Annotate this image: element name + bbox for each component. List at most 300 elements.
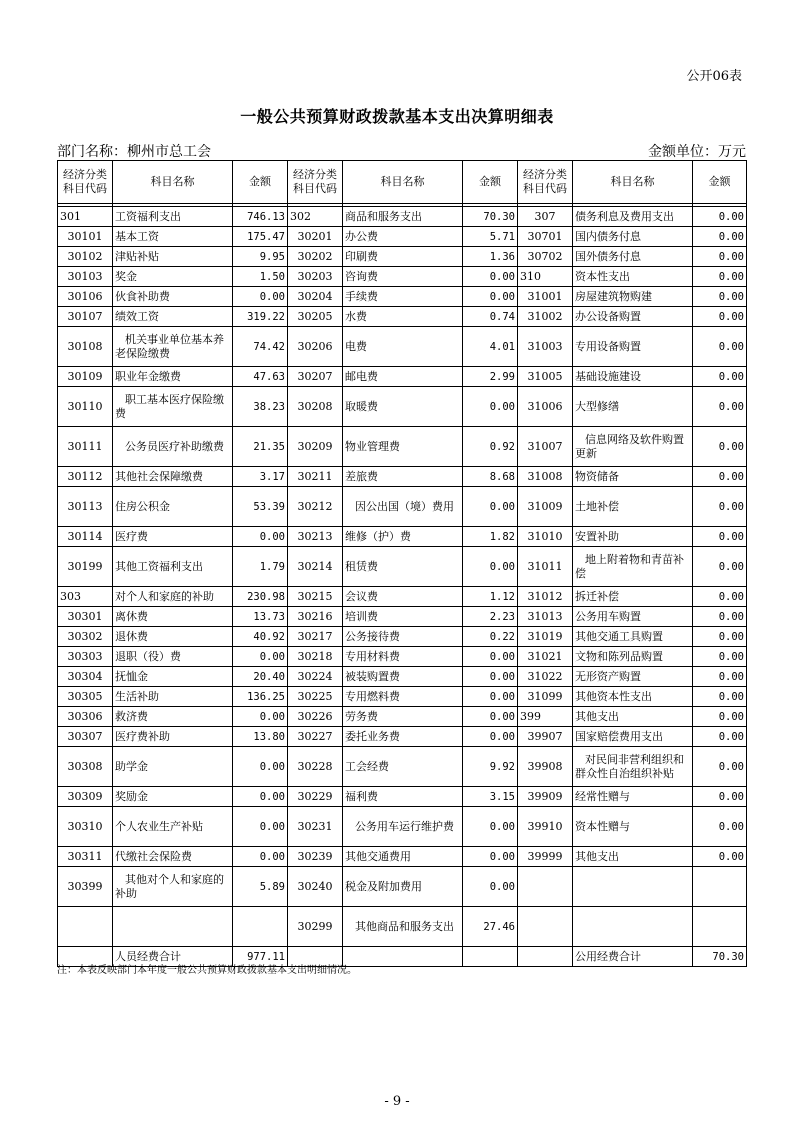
item-name-cell: 信息网络及软件购置更新 (573, 427, 693, 467)
item-amount-cell: 0.00 (233, 647, 288, 667)
table-row (58, 807, 747, 847)
item-code-cell: 30307 (58, 727, 113, 747)
item-code-cell: 31007 (518, 427, 573, 467)
item-amount-cell: 0.00 (463, 647, 518, 667)
item-amount-cell: 0.00 (693, 547, 747, 587)
item-code-cell: 30107 (58, 307, 113, 327)
table-row (58, 227, 747, 247)
form-number: 公开06表 (686, 69, 742, 84)
item-name-cell (113, 907, 233, 947)
item-code-cell (58, 907, 113, 947)
item-name-cell: 绩效工资 (113, 307, 233, 327)
amount-unit: 金额单位：万元 (648, 144, 746, 160)
item-name-cell: 对民间非营利组织和群众性自治组织补贴 (573, 747, 693, 787)
item-name-cell: 其他交通工具购置 (573, 627, 693, 647)
item-amount-cell: 0.00 (463, 847, 518, 867)
item-code-cell: 30101 (58, 227, 113, 247)
item-name-cell: 资本性赠与 (573, 807, 693, 847)
item-amount-cell: 0.00 (233, 847, 288, 867)
item-name-cell: 奖励金 (113, 787, 233, 807)
table-row (58, 287, 747, 307)
item-code-cell: 30228 (288, 747, 343, 787)
item-name-cell: 医疗费 (113, 527, 233, 547)
item-amount-cell: 0.00 (233, 527, 288, 547)
item-name-cell: 职业年金缴费 (113, 367, 233, 387)
item-code-cell: 30112 (58, 467, 113, 487)
item-amount-cell: 0.00 (693, 647, 747, 667)
item-amount-cell: 0.00 (463, 707, 518, 727)
item-name-cell: 离休费 (113, 607, 233, 627)
item-code-cell: 31002 (518, 307, 573, 327)
item-amount-cell: 3.15 (463, 787, 518, 807)
item-name-cell: 津贴补贴 (113, 247, 233, 267)
item-name-cell (573, 907, 693, 947)
item-code-cell: 31019 (518, 627, 573, 647)
item-amount-cell: 5.71 (463, 227, 518, 247)
table-row (58, 627, 747, 647)
item-amount-cell: 5.89 (233, 867, 288, 907)
item-amount-cell: 0.00 (693, 367, 747, 387)
item-code-cell: 30239 (288, 847, 343, 867)
item-code-cell: 30206 (288, 327, 343, 367)
item-code-cell: 31008 (518, 467, 573, 487)
page-number: - 9 - (384, 1094, 410, 1109)
item-name-cell: 办公设备购置 (573, 307, 693, 327)
item-code-cell: 30110 (58, 387, 113, 427)
item-amount-cell: 0.00 (693, 727, 747, 747)
item-name-cell: 地上附着物和青苗补偿 (573, 547, 693, 587)
table-row (58, 467, 747, 487)
item-code-cell: 30308 (58, 747, 113, 787)
item-code-cell: 30205 (288, 307, 343, 327)
item-name-cell: 邮电费 (343, 367, 463, 387)
item-amount-cell: 47.63 (233, 367, 288, 387)
item-code-cell: 31012 (518, 587, 573, 607)
item-amount-cell: 0.00 (693, 627, 747, 647)
table-header-row (58, 161, 747, 204)
table-row (58, 907, 747, 947)
item-code-cell: 30215 (288, 587, 343, 607)
header-code: 经济分类科目代码 (518, 161, 573, 204)
item-amount-cell: 0.00 (693, 267, 747, 287)
item-amount-cell: 0.92 (463, 427, 518, 467)
page-title: 一般公共预算财政拨款基本支出决算明细表 (240, 107, 554, 126)
item-code-cell: 31099 (518, 687, 573, 707)
item-amount-cell: 20.40 (233, 667, 288, 687)
item-amount-cell: 0.00 (693, 587, 747, 607)
item-amount-cell: 1.79 (233, 547, 288, 587)
personnel-total-label: 人员经费合计 (113, 947, 233, 967)
item-code-cell: 30302 (58, 627, 113, 647)
item-amount-cell: 0.00 (233, 707, 288, 727)
item-amount-cell: 0.00 (463, 667, 518, 687)
item-code-cell: 30229 (288, 787, 343, 807)
table-row (58, 747, 747, 787)
header-name: 科目名称 (343, 161, 463, 204)
table-row (58, 427, 747, 467)
item-name-cell: 经常性赠与 (573, 787, 693, 807)
public-total-label: 公用经费合计 (573, 947, 693, 967)
item-amount-cell: 0.00 (463, 687, 518, 707)
item-amount-cell: 70.30 (463, 207, 518, 227)
item-code-cell: 30226 (288, 707, 343, 727)
item-name-cell: 工会经费 (343, 747, 463, 787)
item-amount-cell: 9.92 (463, 747, 518, 787)
item-code-cell: 30310 (58, 807, 113, 847)
item-code-cell: 30304 (58, 667, 113, 687)
item-code-cell: 30309 (58, 787, 113, 807)
item-name-cell: 基本工资 (113, 227, 233, 247)
item-name-cell: 医疗费补助 (113, 727, 233, 747)
item-code-cell: 31003 (518, 327, 573, 367)
item-amount-cell: 0.00 (693, 427, 747, 467)
expenditure-detail-table (57, 160, 747, 967)
item-code-cell: 30113 (58, 487, 113, 527)
table-row (58, 707, 747, 727)
table-row (58, 527, 747, 547)
table-row (58, 647, 747, 667)
item-amount-cell: 0.00 (693, 787, 747, 807)
item-name-cell: 专用材料费 (343, 647, 463, 667)
item-name-cell: 国家赔偿费用支出 (573, 727, 693, 747)
item-code-cell: 30109 (58, 367, 113, 387)
item-amount-cell: 0.00 (463, 387, 518, 427)
table-row (58, 687, 747, 707)
item-name-cell: 办公费 (343, 227, 463, 247)
item-code-cell: 303 (58, 587, 113, 607)
item-name-cell: 资本性支出 (573, 267, 693, 287)
item-amount-cell: 53.39 (233, 487, 288, 527)
item-code-cell: 30214 (288, 547, 343, 587)
item-code-cell: 30399 (58, 867, 113, 907)
item-name-cell: 拆迁补偿 (573, 587, 693, 607)
item-name-cell: 公务接待费 (343, 627, 463, 647)
item-name-cell: 印刷费 (343, 247, 463, 267)
item-name-cell: 因公出国（境）费用 (343, 487, 463, 527)
item-amount-cell: 0.00 (463, 727, 518, 747)
item-name-cell: 伙食补助费 (113, 287, 233, 307)
item-name-cell: 物业管理费 (343, 427, 463, 467)
item-amount-cell: 1.36 (463, 247, 518, 267)
item-name-cell: 手续费 (343, 287, 463, 307)
header-code: 经济分类科目代码 (58, 161, 113, 204)
item-amount-cell: 0.00 (693, 847, 747, 867)
item-amount-cell: 0.00 (233, 287, 288, 307)
item-code-cell: 30216 (288, 607, 343, 627)
item-amount-cell: 2.99 (463, 367, 518, 387)
item-name-cell: 对个人和家庭的补助 (113, 587, 233, 607)
item-name-cell: 房屋建筑物购建 (573, 287, 693, 307)
item-amount-cell: 0.74 (463, 307, 518, 327)
item-code-cell: 399 (518, 707, 573, 727)
item-code-cell: 30208 (288, 387, 343, 427)
item-name-cell: 基础设施建设 (573, 367, 693, 387)
item-code-cell: 31006 (518, 387, 573, 427)
item-name-cell: 机关事业单位基本养老保险缴费 (113, 327, 233, 367)
item-name-cell: 其他资本性支出 (573, 687, 693, 707)
item-code-cell: 30217 (288, 627, 343, 647)
item-amount-cell: 13.73 (233, 607, 288, 627)
department-name: 部门名称：柳州市总工会 (57, 144, 211, 160)
item-code-cell: 30231 (288, 807, 343, 847)
item-code-cell: 31021 (518, 647, 573, 667)
item-code-cell: 30701 (518, 227, 573, 247)
table-row (58, 727, 747, 747)
item-code-cell: 30240 (288, 867, 343, 907)
item-name-cell: 其他支出 (573, 707, 693, 727)
table-row (58, 667, 747, 687)
item-amount-cell: 0.00 (463, 287, 518, 307)
item-name-cell: 商品和服务支出 (343, 207, 463, 227)
item-code-cell: 30305 (58, 687, 113, 707)
item-name-cell: 维修（护）费 (343, 527, 463, 547)
item-code-cell: 30213 (288, 527, 343, 547)
item-amount-cell: 4.01 (463, 327, 518, 367)
item-code-cell (518, 907, 573, 947)
item-code-cell: 39909 (518, 787, 573, 807)
table-row (58, 587, 747, 607)
item-amount-cell: 0.00 (693, 487, 747, 527)
table-row (58, 387, 747, 427)
item-amount-cell: 1.50 (233, 267, 288, 287)
item-code-cell: 31022 (518, 667, 573, 687)
item-code-cell: 31011 (518, 547, 573, 587)
item-code-cell: 30702 (518, 247, 573, 267)
item-code-cell: 39910 (518, 807, 573, 847)
item-name-cell: 抚恤金 (113, 667, 233, 687)
item-code-cell: 31001 (518, 287, 573, 307)
table-row (58, 267, 747, 287)
item-name-cell: 文物和陈列品购置 (573, 647, 693, 667)
header-amount: 金额 (233, 161, 288, 204)
item-code-cell: 31010 (518, 527, 573, 547)
item-name-cell: 公务用车运行维护费 (343, 807, 463, 847)
item-name-cell: 被装购置费 (343, 667, 463, 687)
item-code-cell (518, 867, 573, 907)
item-amount-cell: 0.00 (693, 527, 747, 547)
public-total-value: 70.30 (693, 947, 747, 967)
table-row (58, 847, 747, 867)
item-code-cell: 30199 (58, 547, 113, 587)
table-row (58, 327, 747, 367)
item-code-cell: 39908 (518, 747, 573, 787)
item-amount-cell: 230.98 (233, 587, 288, 607)
item-name-cell: 大型修缮 (573, 387, 693, 427)
item-name-cell: 水费 (343, 307, 463, 327)
item-amount-cell (233, 907, 288, 947)
item-amount-cell: 746.13 (233, 207, 288, 227)
table-row (58, 487, 747, 527)
item-code-cell: 30202 (288, 247, 343, 267)
item-name-cell: 国内债务付息 (573, 227, 693, 247)
item-code-cell: 30207 (288, 367, 343, 387)
item-name-cell: 退休费 (113, 627, 233, 647)
item-code-cell: 31013 (518, 607, 573, 627)
item-amount-cell: 136.25 (233, 687, 288, 707)
item-name-cell: 其他社会保障缴费 (113, 467, 233, 487)
item-name-cell: 取暖费 (343, 387, 463, 427)
item-name-cell: 无形资产购置 (573, 667, 693, 687)
item-name-cell: 福利费 (343, 787, 463, 807)
header-name: 科目名称 (113, 161, 233, 204)
item-amount-cell: 1.82 (463, 527, 518, 547)
item-code-cell: 30203 (288, 267, 343, 287)
table-body (58, 207, 747, 947)
item-name-cell: 其他对个人和家庭的补助 (113, 867, 233, 907)
item-code-cell: 30306 (58, 707, 113, 727)
item-name-cell: 电费 (343, 327, 463, 367)
item-amount-cell: 175.47 (233, 227, 288, 247)
table-row (58, 787, 747, 807)
item-amount-cell: 74.42 (233, 327, 288, 367)
item-code-cell: 302 (288, 207, 343, 227)
item-amount-cell: 0.00 (233, 787, 288, 807)
item-name-cell: 差旅费 (343, 467, 463, 487)
item-name-cell: 代缴社会保险费 (113, 847, 233, 867)
item-code-cell: 30225 (288, 687, 343, 707)
item-name-cell: 职工基本医疗保险缴费 (113, 387, 233, 427)
item-name-cell: 国外债务付息 (573, 247, 693, 267)
item-code-cell: 30227 (288, 727, 343, 747)
item-code-cell: 30204 (288, 287, 343, 307)
item-amount-cell: 0.00 (693, 307, 747, 327)
item-name-cell: 委托业务费 (343, 727, 463, 747)
item-name-cell: 助学金 (113, 747, 233, 787)
item-code-cell: 30111 (58, 427, 113, 467)
item-name-cell: 奖金 (113, 267, 233, 287)
item-amount-cell: 0.22 (463, 627, 518, 647)
table-row (58, 247, 747, 267)
item-name-cell: 工资福利支出 (113, 207, 233, 227)
item-amount-cell: 0.00 (693, 747, 747, 787)
item-name-cell: 安置补助 (573, 527, 693, 547)
item-name-cell: 公务员医疗补助缴费 (113, 427, 233, 467)
item-amount-cell: 0.00 (233, 807, 288, 847)
item-amount-cell: 3.17 (233, 467, 288, 487)
item-amount-cell: 0.00 (463, 867, 518, 907)
item-code-cell: 30108 (58, 327, 113, 367)
item-code-cell: 30303 (58, 647, 113, 667)
item-amount-cell: 0.00 (693, 687, 747, 707)
item-code-cell: 30299 (288, 907, 343, 947)
item-name-cell: 其他工资福利支出 (113, 547, 233, 587)
item-name-cell: 其他商品和服务支出 (343, 907, 463, 947)
table-row (58, 547, 747, 587)
item-name-cell: 培训费 (343, 607, 463, 627)
item-name-cell: 税金及附加费用 (343, 867, 463, 907)
item-name-cell: 债务利息及费用支出 (573, 207, 693, 227)
header-code: 经济分类科目代码 (288, 161, 343, 204)
item-amount-cell: 0.00 (693, 287, 747, 307)
item-name-cell: 公务用车购置 (573, 607, 693, 627)
item-name-cell: 个人农业生产补贴 (113, 807, 233, 847)
item-code-cell: 30103 (58, 267, 113, 287)
item-name-cell: 专用燃料费 (343, 687, 463, 707)
table-row (58, 307, 747, 327)
item-amount-cell: 1.12 (463, 587, 518, 607)
item-code-cell: 307 (518, 207, 573, 227)
item-amount-cell: 2.23 (463, 607, 518, 627)
item-amount-cell: 0.00 (693, 327, 747, 367)
item-code-cell: 310 (518, 267, 573, 287)
item-name-cell: 退职（役）费 (113, 647, 233, 667)
item-amount-cell: 0.00 (693, 667, 747, 687)
item-amount-cell: 0.00 (693, 207, 747, 227)
item-name-cell: 物资储备 (573, 467, 693, 487)
item-name-cell: 其他交通费用 (343, 847, 463, 867)
item-amount-cell: 0.00 (693, 607, 747, 627)
item-amount-cell: 0.00 (693, 227, 747, 247)
item-amount-cell: 40.92 (233, 627, 288, 647)
item-amount-cell: 8.68 (463, 467, 518, 487)
table-row (58, 207, 747, 227)
item-name-cell: 租赁费 (343, 547, 463, 587)
item-amount-cell (693, 907, 747, 947)
item-code-cell: 31009 (518, 487, 573, 527)
item-amount-cell: 0.00 (693, 707, 747, 727)
item-code-cell: 30201 (288, 227, 343, 247)
item-amount-cell: 0.00 (463, 487, 518, 527)
item-code-cell: 30218 (288, 647, 343, 667)
item-amount-cell: 0.00 (693, 387, 747, 427)
item-name-cell: 住房公积金 (113, 487, 233, 527)
table-row (58, 867, 747, 907)
item-code-cell: 301 (58, 207, 113, 227)
item-amount-cell: 0.00 (463, 807, 518, 847)
item-amount-cell: 0.00 (693, 467, 747, 487)
item-code-cell: 30209 (288, 427, 343, 467)
item-amount-cell: 0.00 (693, 807, 747, 847)
item-amount-cell: 27.46 (463, 907, 518, 947)
item-code-cell: 30212 (288, 487, 343, 527)
header-amount: 金额 (693, 161, 747, 204)
item-code-cell: 30211 (288, 467, 343, 487)
item-name-cell: 咨询费 (343, 267, 463, 287)
personnel-total-value: 977.11 (233, 947, 288, 967)
item-amount-cell: 319.22 (233, 307, 288, 327)
item-name-cell: 劳务费 (343, 707, 463, 727)
footnote: 注：本表反映部门本年度一般公共预算财政拨款基本支出明细情况。 (57, 965, 357, 976)
item-code-cell: 30114 (58, 527, 113, 547)
item-name-cell: 会议费 (343, 587, 463, 607)
header-name: 科目名称 (573, 161, 693, 204)
item-amount-cell (693, 867, 747, 907)
item-name-cell: 土地补偿 (573, 487, 693, 527)
item-code-cell: 30102 (58, 247, 113, 267)
header-amount: 金额 (463, 161, 518, 204)
item-code-cell: 39999 (518, 847, 573, 867)
item-amount-cell: 38.23 (233, 387, 288, 427)
item-name-cell: 专用设备购置 (573, 327, 693, 367)
item-code-cell: 39907 (518, 727, 573, 747)
item-amount-cell: 21.35 (233, 427, 288, 467)
item-code-cell: 30301 (58, 607, 113, 627)
item-code-cell: 31005 (518, 367, 573, 387)
item-code-cell: 30224 (288, 667, 343, 687)
item-amount-cell: 0.00 (693, 247, 747, 267)
item-amount-cell: 0.00 (233, 747, 288, 787)
item-amount-cell: 0.00 (463, 267, 518, 287)
item-code-cell: 30311 (58, 847, 113, 867)
item-name-cell (573, 867, 693, 907)
item-name-cell: 其他支出 (573, 847, 693, 867)
item-amount-cell: 9.95 (233, 247, 288, 267)
item-amount-cell: 13.80 (233, 727, 288, 747)
item-amount-cell: 0.00 (463, 547, 518, 587)
table-row (58, 607, 747, 627)
table-row (58, 367, 747, 387)
item-code-cell: 30106 (58, 287, 113, 307)
